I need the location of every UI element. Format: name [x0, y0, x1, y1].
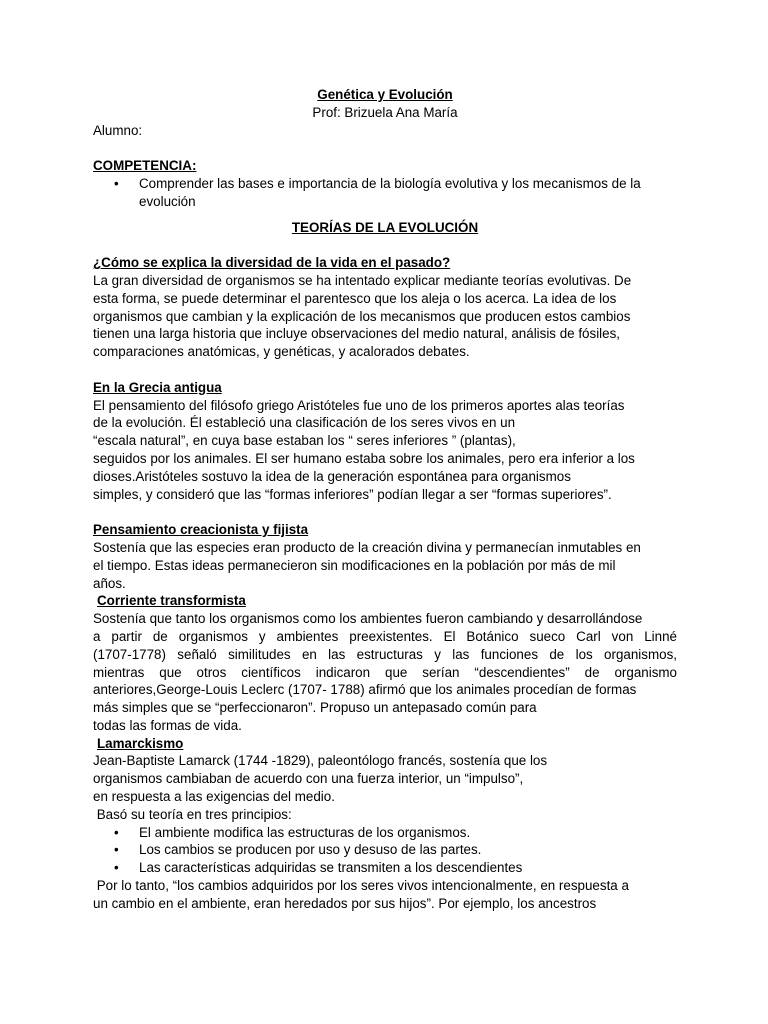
student-label: Alumno:: [93, 122, 143, 138]
body-line: todas las formas de vida.: [93, 717, 242, 733]
body-line: esta forma, se puede determinar el parentesco que los aleja o los acerca. La idea de los: [93, 290, 617, 306]
bullet-icon: •: [114, 842, 119, 858]
body-line: simples, y consideró que las “formas inferiores” podían llegar a ser “formas superiores”.: [93, 486, 612, 502]
list-item: [93, 824, 677, 842]
competencia-item-line: evolución: [139, 193, 196, 209]
section-heading-transformista: Corriente transformista: [97, 593, 246, 609]
section-heading-grecia: En la Grecia antigua: [93, 379, 222, 395]
document-title: Genética y Evolución: [317, 87, 453, 102]
section-body-diversidad: [93, 272, 677, 361]
list-item: [93, 841, 677, 859]
section-body-transformista: [93, 610, 677, 735]
body-line: Basó su teoría en tres principios:: [93, 806, 292, 822]
body-line: de la evolución. Él estableció una clasificación de los seres vivos en un: [93, 415, 516, 431]
list-item: [93, 859, 677, 877]
body-line: en respuesta a las exigencias del medio.: [93, 789, 335, 805]
body-line: Jean-Baptiste Lamarck (1744 -1829), paleontólogo francés, sostenía que los: [93, 753, 548, 769]
competencia-item: [93, 175, 677, 193]
principles-list: [93, 824, 677, 877]
body-line: organismos que cambian y la explicación de los mecanismos que producen estos cambios: [93, 308, 631, 324]
document-content: [93, 86, 677, 913]
bullet-icon: •: [114, 860, 119, 876]
body-line: años.: [93, 575, 126, 591]
body-line: Por lo tanto, “los cambios adquiridos por los seres vivos intencionalmente, en respuesta a: [93, 878, 629, 894]
section-closing-lamarckismo: [93, 877, 677, 913]
body-line: tienen una larga historia que incluye observaciones del medio natural, análisis de fósiles,: [93, 326, 621, 342]
body-line: seguidos por los animales. El ser humano estaba sobre los animales, pero era inferior a los: [93, 450, 635, 466]
section-heading-diversidad: ¿Cómo se explica la diversidad de la vida en el pasado?: [93, 255, 451, 271]
body-line: más simples que se “perfeccionaron”. Propuso un antepasado común para: [93, 700, 537, 716]
body-line: anteriores,George-Louis Leclerc (1707- 1788) afirmó que los animales procedían de formas: [93, 682, 637, 698]
section-heading-creacionista: Pensamiento creacionista y fijista: [93, 522, 309, 538]
bullet-icon: •: [114, 824, 119, 840]
body-line: La gran diversidad de organismos se ha intentado explicar mediante teorías evolutivas. De: [93, 272, 632, 288]
section-heading-lamarckismo: Lamarckismo: [97, 735, 184, 751]
body-line: organismos cambiaban de acuerdo con una fuerza interior, un “impulso”,: [93, 771, 524, 787]
section-body-creacionista: [93, 539, 677, 592]
body-line: El pensamiento del filósofo griego Aristóteles fue uno de los primeros aportes alas teorías: [93, 397, 625, 413]
body-line: el tiempo. Estas ideas permanecieron sin modificaciones en la población por más de mil: [93, 557, 616, 573]
main-heading: TEORÍAS DE LA EVOLUCIÓN: [291, 219, 479, 235]
body-line: a partir de organismos y ambientes preexistentes. El Botánico sueco Carl von Linné: [93, 628, 677, 644]
bullet-icon: •: [114, 175, 119, 191]
body-line: “escala natural”, en cuya base estaban los “ seres inferiores ” (plantas),: [93, 433, 516, 449]
section-body-lamarckismo: [93, 752, 677, 823]
section-body-grecia: [93, 397, 677, 504]
list-item-text: El ambiente modifica las estructuras de los organismos.: [139, 824, 471, 840]
competencia-heading: COMPETENCIA:: [93, 158, 197, 174]
body-line: dioses.Aristóteles sostuvo la idea de la generación espontánea para organismos: [93, 468, 571, 484]
body-line: (1707-1778) señaló similitudes en las estructuras y las funciones de los organismos,: [93, 646, 677, 662]
body-line: un cambio en el ambiente, eran heredados por sus hijos”. Por ejemplo, los ancestros: [93, 895, 597, 911]
list-item-text: Las características adquiridas se transmiten a los descendientes: [139, 860, 523, 876]
body-line: mientras que otros científicos indicaron que serían “descendientes” de organismo: [93, 664, 677, 680]
competencia-item-line: Comprender las bases e importancia de la biología evolutiva y los mecanismos de la: [139, 175, 641, 191]
body-line: Sostenía que tanto los organismos como los ambientes fueron cambiando y desarrollándose: [93, 611, 643, 627]
body-line: Sostenía que las especies eran producto de la creación divina y permanecían inmutables en: [93, 539, 641, 555]
list-item-text: Los cambios se producen por uso y desuso de las partes.: [139, 842, 482, 858]
professor-name: Prof: Brizuela Ana María: [312, 104, 458, 120]
body-line: comparaciones anatómicas, y genéticas, y acalorados debates.: [93, 344, 470, 360]
